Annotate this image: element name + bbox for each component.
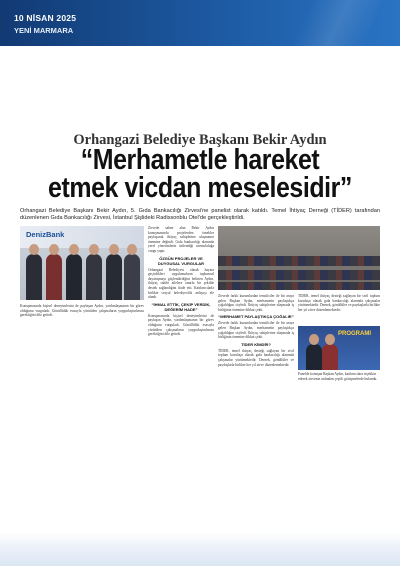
subheading: “İHMAL ETTİK, ÇEKİP VERDİK, DEĞERİM HADE”	[151, 301, 211, 312]
photo-caption: Panelde konuşan Başkan Aydın, katılımcılara teşekkür ederek zirvenin ardından çeşitli görüşmelerde bulundu.	[298, 372, 378, 381]
person-figure	[124, 254, 140, 300]
person-figure	[66, 254, 82, 300]
photo-panelists	[20, 226, 144, 300]
article-column-0	[20, 304, 144, 392]
event-banner-text: PROGRAMI	[338, 331, 371, 337]
article-headline: “Merhametle hareket etmek vicdan meselesidir”	[48, 144, 352, 204]
subheading: TİDER KİMDİR?	[241, 341, 271, 347]
audience-row	[218, 256, 380, 266]
audience-row	[218, 282, 380, 290]
column-text: Orhangazi Belediyesi olarak hayata geçirdikleri uygulamaların toplumsal dayanışmayı güçlendirdiğini belirten Aydın, ihtiyaç sahibi ailelere onurlu bir şekilde destek sağlandığını ifade etti. Katılımcılarla birlikte sosyal belediyecilik anlayışı ele alındı.	[148, 267, 214, 300]
denizbank-logo: DenizBank	[26, 230, 65, 239]
newspaper-name: YENİ MARMARA	[14, 26, 74, 35]
banner-strip	[20, 226, 144, 248]
article-column-2	[218, 294, 294, 392]
column-text: Zirvede farklı kurumlardan temsilciler ile bir araya gelen Başkan Aydın, merhametin paylaştıkça çoğaldığını söyledi. İhtiyaç sahiplerine ulaşmada iş birliğinin önemine dikkat çekti.	[218, 294, 294, 312]
column-text: Konuşmasında kişisel deneyimlerini de paylaşan Aydın, yardımlaşmanın bir görev olduğunu vurguladı. Gönüllülük esasıyla yürütülen çalışmaların yaygınlaştırılması gerektiğini dile getirdi.	[148, 313, 214, 337]
column-text: TİDER, temel ihtiyaç desteği sağlayan bir sivil toplum kuruluşu olarak gıda bankacılığı alanında çalışmalar yürütmektedir. Dernek, gönüllüler ve paydaşlarla birlikte her yıl zirve düzenlemektedir.	[218, 348, 294, 367]
person-figure	[106, 254, 122, 300]
person-figure	[26, 254, 42, 300]
photo-audience	[218, 226, 380, 290]
header-band	[0, 0, 400, 46]
column-text: Zirvede farklı kurumlardan temsilciler ile bir araya gelen Başkan Aydın, merhametin paylaştıkça çoğaldığını söyledi. İhtiyaç sahiplerine ulaşmada iş birliğinin önemine dikkat çekti.	[218, 321, 294, 340]
subheading: ÖZGÜN PROJELER VE DUYGUSAL VURGULAR	[157, 255, 205, 266]
article-lead: Orhangazi Belediye Başkanı Bekir Aydın, 5. Gıda Bankacılığı Zirvesi'ne panelist olarak katıldı. Temel İhtiyaç Derneği (TİDER) tarafından düzenlenen Gıda Bankacılığı Zirvesi, İstanbul Şişlideki Radissonblu Otel'de gerçekleştirildi.	[20, 208, 380, 221]
publication-date: 10 NİSAN 2025	[14, 13, 77, 23]
article-kicker: Orhangazi Belediye Başkanı Bekir Aydın	[73, 132, 327, 148]
article-column-3	[298, 294, 380, 324]
person-figure	[322, 344, 338, 370]
person-figure	[306, 344, 322, 370]
person-figure	[46, 254, 62, 300]
column-text: Konuşmasında kişisel deneyimlerini de paylaşan Aydın, yardımlaşmanın bir görev olduğunu vurguladı. Gönüllülük esasıyla yürütülen çalışmaların yaygınlaştırılması gerektiğini dile getirdi.	[20, 304, 144, 318]
person-figure	[86, 254, 102, 300]
column-text: Zirvede sahne alan Bekir Aydın konuşmasında projelerden örnekler paylaşarak ihtiyaç sahiplerine ulaşmanın önemine değindi. Gıda bankacılığı alanında yerel yönetimlerin üstlendiği sorumluluğa vurgu yaptı.	[148, 226, 214, 253]
news-clipping	[20, 132, 380, 392]
audience-row	[218, 270, 380, 280]
column-text: TİDER, temel ihtiyaç desteği sağlayan bir sivil toplum kuruluşu olarak gıda bankacılığı alanında çalışmalar yürütmektedir. Dernek, gönüllüler ve paydaşlarla birlikte her yıl zirve düzenlemektedir.	[298, 294, 380, 312]
footer-band	[0, 532, 400, 566]
subheading: “MERHAMET PAYLAŞTIKÇA ÇOĞALIR”	[218, 314, 294, 320]
article-column-1	[148, 226, 214, 392]
photo-speaker	[298, 326, 380, 370]
